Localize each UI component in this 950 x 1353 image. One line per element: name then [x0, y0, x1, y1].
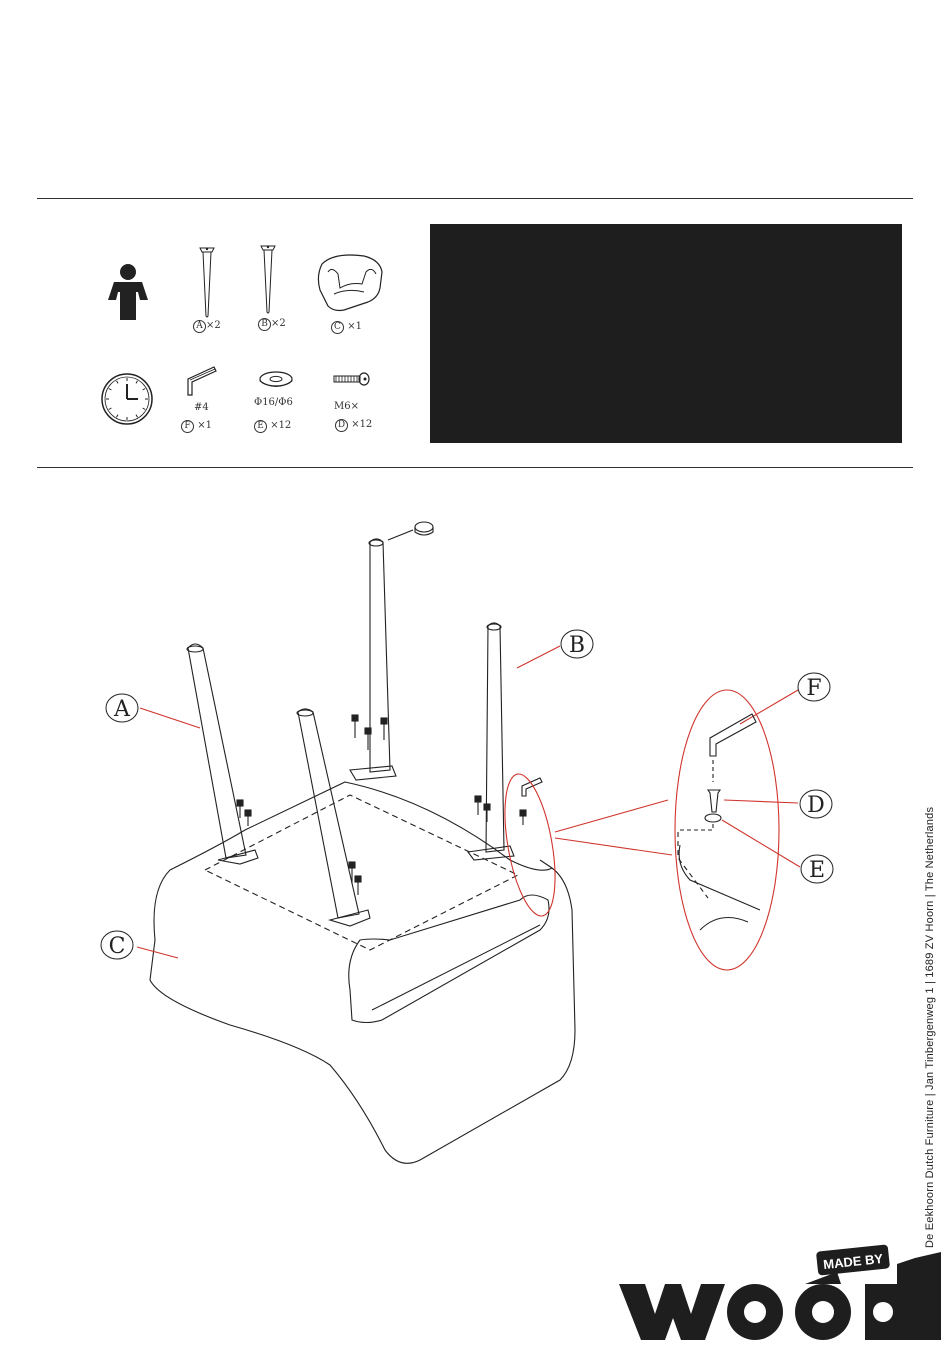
washer-e-label	[254, 420, 291, 433]
leg-a-front	[188, 644, 246, 858]
leg-icon	[196, 242, 218, 320]
letter-circle-c: C	[331, 321, 344, 334]
seat-icon	[314, 250, 386, 316]
detail-bolt	[708, 790, 720, 812]
top-rule	[37, 198, 913, 199]
bolt-d-label	[335, 419, 372, 432]
hex-key-small	[522, 778, 542, 796]
seat-armrest	[349, 895, 549, 1023]
bolt-icon	[332, 371, 372, 387]
washer-e-qty: ×12	[270, 420, 292, 431]
clock-icon	[100, 372, 154, 426]
person-icon	[104, 262, 152, 322]
seat-c-qty: ×1	[347, 321, 362, 332]
glide-cap	[415, 522, 433, 532]
leg-a-label	[193, 320, 221, 333]
letter-circle-e: E	[254, 420, 267, 433]
leg-a-qty: ×2	[206, 320, 221, 331]
mount-outline	[205, 795, 518, 950]
bolts-group	[240, 715, 523, 895]
logo-made-by: MADE BY	[822, 1250, 884, 1273]
leg-b-qty: ×2	[271, 318, 286, 329]
company-address: De Eekhoorn Dutch Furniture | Jan Tinbergenweg 1 | 1689 ZV Hoorn | The Netherlands	[924, 806, 936, 1248]
callout-e: E	[808, 858, 826, 883]
letter-circle-a: A	[193, 320, 206, 333]
hex-key-size: #4	[194, 402, 209, 413]
hex-key-icon	[184, 363, 220, 399]
hex-key-f-label	[181, 420, 212, 433]
detail-ellipse-small	[496, 770, 564, 919]
leg-icon	[257, 240, 279, 316]
callout-d: D	[807, 793, 825, 818]
seat-c-label	[331, 321, 362, 334]
callout-c: C	[108, 934, 126, 959]
leg-b-right	[486, 623, 504, 852]
leg-b-center	[370, 539, 390, 772]
parts-list	[0, 200, 430, 467]
callout-a: A	[114, 697, 130, 722]
washer-size: Φ16/Φ6	[254, 397, 293, 408]
black-panel	[430, 224, 902, 443]
leg-a-back	[298, 709, 359, 918]
assembly-drawing	[0, 470, 950, 1230]
seat-outline	[150, 860, 575, 1163]
leg-b-label	[258, 318, 286, 331]
callout-b: B	[568, 633, 586, 658]
bolt-d-qty: ×12	[351, 419, 373, 430]
callout-f: F	[806, 676, 822, 701]
detail-hex-key	[710, 714, 756, 756]
washer-icon	[258, 370, 294, 390]
made-by-wood-logo	[615, 1244, 945, 1344]
letter-circle-b: B	[258, 318, 271, 331]
hex-key-f-qty: ×1	[197, 420, 212, 431]
letter-circle-d: D	[335, 419, 348, 432]
bolt-size: M6×	[334, 401, 359, 412]
detail-washer	[705, 814, 721, 822]
bottom-rule	[37, 467, 913, 468]
letter-circle-f: F	[181, 420, 194, 433]
